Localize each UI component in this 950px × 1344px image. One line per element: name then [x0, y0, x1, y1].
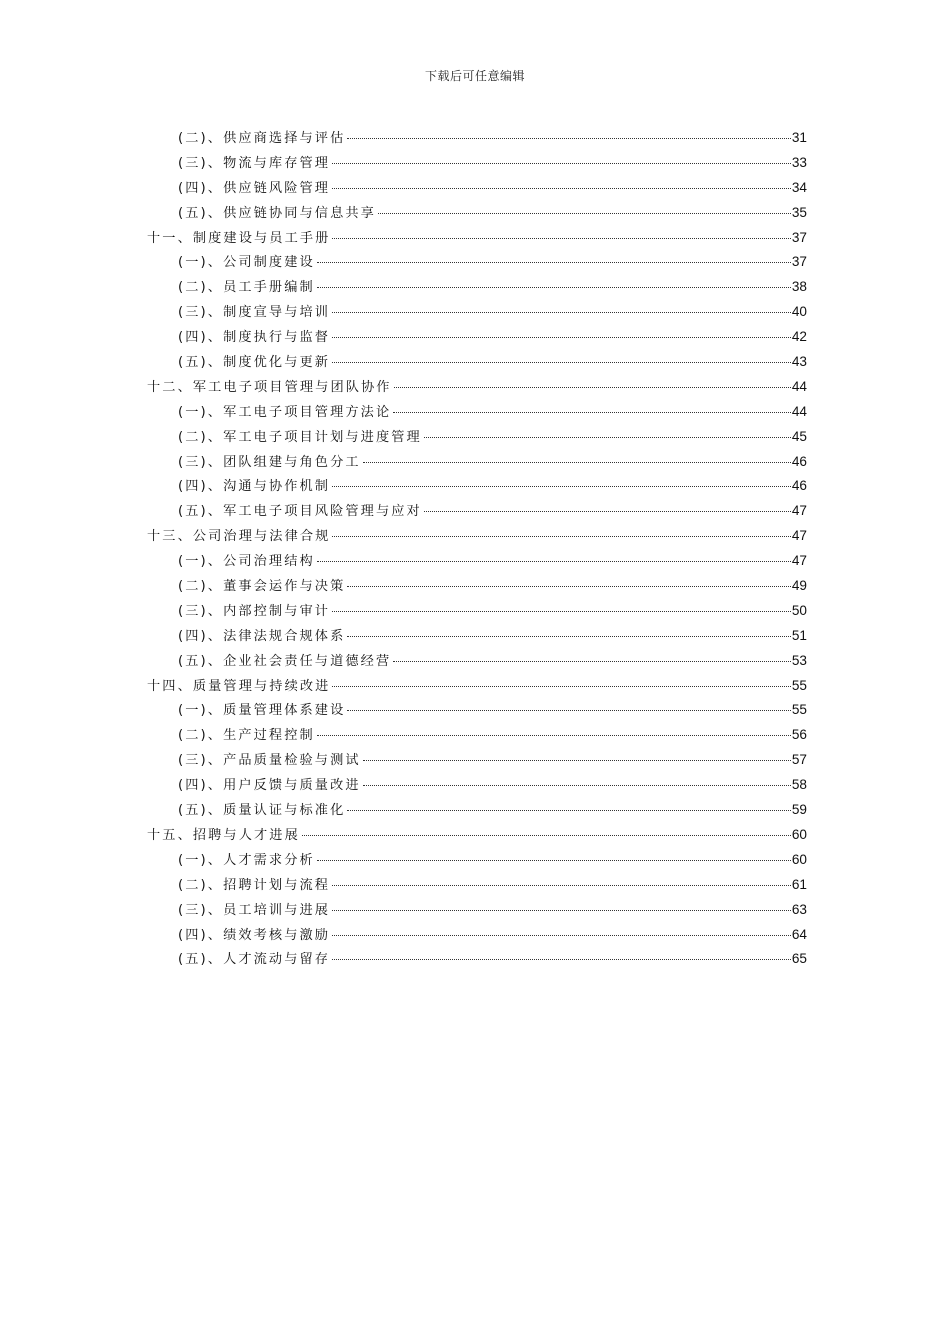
toc-entry-title: (二)、供应商选择与评估: [178, 131, 346, 146]
toc-chapter-entry[interactable]: [147, 226, 807, 251]
toc-dot-leader: [317, 561, 791, 562]
toc-dot-leader: [332, 188, 791, 189]
toc-entry-title: (五)、供应链协同与信息共享: [178, 205, 376, 221]
toc-page-number: 47: [791, 553, 807, 569]
toc-dot-leader: [332, 686, 790, 687]
toc-section-entry[interactable]: [147, 873, 807, 898]
toc-section-entry[interactable]: [147, 574, 807, 599]
toc-section-entry[interactable]: [147, 947, 807, 972]
toc-page-number: 47: [791, 503, 807, 519]
toc-chapter-entry[interactable]: [147, 674, 807, 699]
toc-entry-title: (三)、制度宣导与培训: [178, 305, 331, 321]
toc-dot-leader: [347, 138, 791, 139]
toc-dot-leader: [378, 213, 791, 214]
toc-page-number: 56: [791, 727, 807, 743]
toc-page-number: 44: [791, 378, 807, 394]
toc-page-number: 50: [791, 602, 807, 618]
toc-page-number: 31: [791, 130, 807, 145]
toc-entry-title: (四)、绩效考核与激励: [178, 927, 331, 943]
toc-page-number: 58: [791, 777, 807, 793]
toc-entry-title: (五)、人才流动与留存: [178, 952, 331, 968]
toc-page-number: 35: [791, 204, 807, 220]
toc-section-entry[interactable]: [147, 698, 807, 723]
toc-entry-title: (三)、员工培训与进展: [178, 902, 331, 918]
toc-dot-leader: [332, 611, 791, 612]
toc-dot-leader: [332, 337, 791, 338]
toc-entry-title: (二)、军工电子项目计划与进度管理: [178, 429, 422, 445]
toc-entry-title: (一)、公司治理结构: [178, 554, 315, 570]
toc-entry-title: (二)、董事会运作与决策: [178, 579, 346, 595]
toc-page-number: 60: [791, 826, 807, 842]
toc-entry-title: 十一、制度建设与员工手册: [147, 230, 331, 246]
toc-chapter-entry[interactable]: [147, 524, 807, 549]
toc-dot-leader: [332, 910, 791, 911]
toc-page-number: 65: [791, 951, 807, 967]
toc-section-entry[interactable]: [147, 450, 807, 475]
toc-dot-leader: [317, 735, 791, 736]
toc-section-entry[interactable]: [147, 250, 807, 275]
toc-page-number: 55: [791, 702, 807, 718]
toc-entry-title: 十三、公司治理与法律合规: [147, 529, 331, 545]
toc-section-entry[interactable]: [147, 499, 807, 524]
toc-section-entry[interactable]: [147, 151, 807, 176]
toc-entry-title: 十五、招聘与人才进展: [147, 827, 300, 843]
toc-entry-title: (四)、供应链风险管理: [178, 180, 331, 196]
toc-page-number: 49: [791, 578, 807, 594]
toc-dot-leader: [332, 238, 790, 239]
toc-entry-title: (一)、公司制度建设: [178, 255, 315, 271]
toc-section-entry[interactable]: [147, 798, 807, 823]
toc-dot-leader: [317, 262, 791, 263]
toc-dot-leader: [393, 412, 791, 413]
toc-page-number: 47: [791, 528, 807, 544]
toc-entry-title: (一)、质量管理体系建设: [178, 703, 346, 719]
toc-page-number: 59: [791, 802, 807, 818]
toc-page-number: 55: [791, 677, 807, 693]
toc-section-entry[interactable]: [147, 599, 807, 624]
toc-section-entry[interactable]: [147, 126, 807, 151]
toc-dot-leader: [332, 362, 791, 363]
toc-page-number: 34: [791, 179, 807, 195]
toc-dot-leader: [332, 312, 791, 313]
toc-section-entry[interactable]: [147, 748, 807, 773]
toc-dot-leader: [332, 536, 790, 537]
toc-dot-leader: [393, 661, 791, 662]
toc-dot-leader: [347, 710, 791, 711]
toc-section-entry[interactable]: [147, 549, 807, 574]
toc-page-number: 60: [791, 851, 807, 867]
toc-section-entry[interactable]: [147, 848, 807, 873]
toc-page-number: 46: [791, 478, 807, 494]
toc-page-number: 64: [791, 926, 807, 942]
toc-dot-leader: [347, 810, 791, 811]
toc-dot-leader: [424, 511, 791, 512]
toc-entry-title: 十四、质量管理与持续改进: [147, 678, 331, 694]
toc-entry-title: (三)、物流与库存管理: [178, 155, 331, 171]
toc-entry-title: (三)、团队组建与角色分工: [178, 454, 361, 470]
toc-dot-leader: [332, 163, 791, 164]
toc-entry-title: (一)、军工电子项目管理方法论: [178, 404, 392, 420]
toc-entry-title: (四)、法律法规合规体系: [178, 628, 346, 644]
toc-entry-title: (三)、产品质量检验与测试: [178, 753, 361, 769]
toc-section-entry[interactable]: [147, 474, 807, 499]
toc-dot-leader: [332, 959, 791, 960]
toc-section-entry[interactable]: [147, 624, 807, 649]
toc-page-number: 43: [791, 354, 807, 370]
toc-entry-title: (四)、用户反馈与质量改进: [178, 778, 361, 794]
toc-section-entry[interactable]: [147, 649, 807, 674]
toc-page-number: 57: [791, 752, 807, 768]
toc-section-entry[interactable]: [147, 923, 807, 948]
toc-dot-leader: [302, 835, 791, 836]
toc-entry-title: (五)、军工电子项目风险管理与应对: [178, 504, 422, 520]
toc-entry-title: 十二、军工电子项目管理与团队协作: [147, 379, 392, 395]
toc-dot-leader: [363, 462, 791, 463]
table-of-contents: [147, 126, 807, 972]
toc-page-number: 46: [791, 453, 807, 469]
toc-page-number: 51: [791, 627, 807, 643]
toc-section-entry[interactable]: [147, 275, 807, 300]
toc-section-entry[interactable]: [147, 425, 807, 450]
toc-dot-leader: [363, 785, 791, 786]
toc-entry-title: (二)、生产过程控制: [178, 728, 315, 744]
toc-page-number: 38: [791, 279, 807, 295]
toc-entry-title: (四)、沟通与协作机制: [178, 479, 331, 495]
toc-section-entry[interactable]: [147, 723, 807, 748]
toc-page-number: 33: [791, 154, 807, 170]
toc-dot-leader: [363, 760, 791, 761]
toc-page-number: 53: [791, 652, 807, 668]
toc-dot-leader: [332, 885, 791, 886]
toc-section-entry[interactable]: [147, 325, 807, 350]
toc-section-entry[interactable]: [147, 773, 807, 798]
toc-page-number: 40: [791, 304, 807, 320]
toc-dot-leader: [317, 287, 791, 288]
toc-section-entry[interactable]: [147, 350, 807, 375]
toc-dot-leader: [424, 437, 791, 438]
toc-page-number: 44: [791, 403, 807, 419]
toc-section-entry[interactable]: [147, 300, 807, 325]
page-header: 下载后可任意编辑: [424, 69, 525, 83]
toc-entry-title: (二)、招聘计划与流程: [178, 877, 331, 893]
toc-entry-title: (五)、企业社会责任与道德经营: [178, 653, 392, 669]
toc-page-number: 63: [791, 901, 807, 917]
toc-page-number: 42: [791, 329, 807, 345]
toc-chapter-entry[interactable]: [147, 375, 807, 400]
toc-page-number: 61: [791, 876, 807, 892]
toc-entry-title: (二)、员工手册编制: [178, 280, 315, 296]
toc-section-entry[interactable]: [147, 201, 807, 226]
toc-chapter-entry[interactable]: [147, 823, 807, 848]
toc-dot-leader: [394, 387, 791, 388]
toc-entry-title: (三)、内部控制与审计: [178, 603, 331, 619]
toc-page-number: 37: [791, 254, 807, 270]
toc-section-entry[interactable]: [147, 176, 807, 201]
toc-entry-title: (四)、制度执行与监督: [178, 330, 331, 346]
toc-entry-title: (五)、质量认证与标准化: [178, 803, 346, 819]
toc-entry-title: (一)、人才需求分析: [178, 852, 315, 868]
toc-dot-leader: [332, 935, 791, 936]
toc-dot-leader: [347, 636, 791, 637]
toc-dot-leader: [317, 860, 791, 861]
toc-page-number: 37: [791, 229, 807, 245]
toc-dot-leader: [347, 586, 791, 587]
toc-section-entry[interactable]: [147, 400, 807, 425]
toc-section-entry[interactable]: [147, 898, 807, 923]
toc-page-number: 45: [791, 428, 807, 444]
toc-entry-title: (五)、制度优化与更新: [178, 355, 331, 371]
toc-dot-leader: [332, 486, 791, 487]
